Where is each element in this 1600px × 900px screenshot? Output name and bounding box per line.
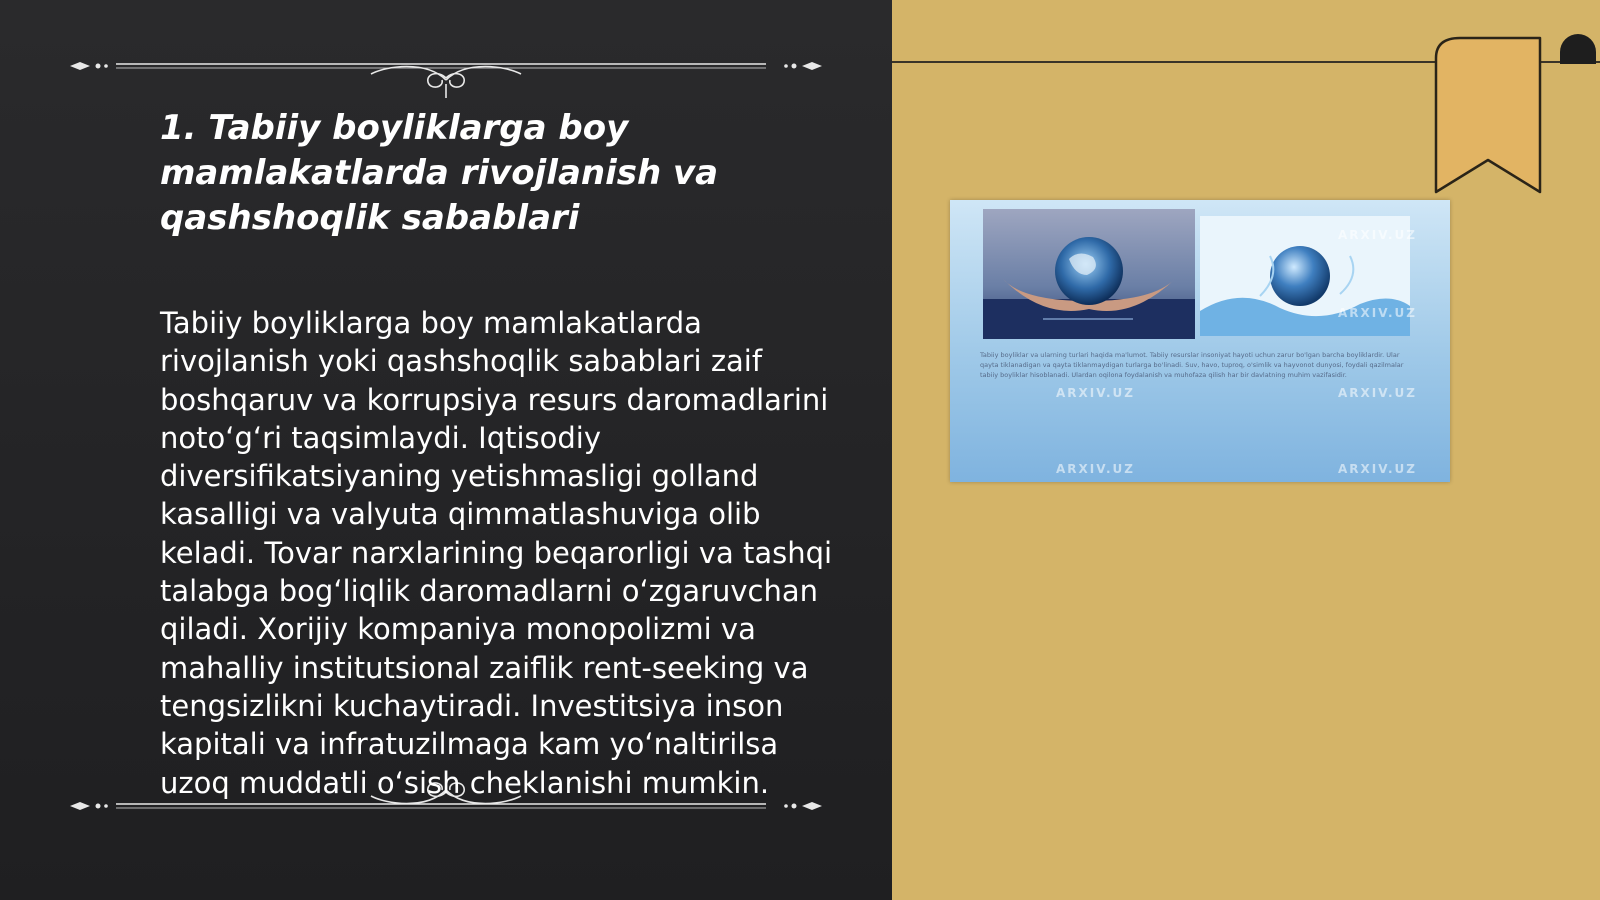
watermark: ARXIV.UZ bbox=[1056, 386, 1135, 400]
ornament-divider-icon bbox=[66, 40, 826, 100]
slide-title: 1. Tabiiy boyliklarga boy mamlakatlarda rivojlanish va qashshoqlik sabablari bbox=[160, 108, 719, 238]
globe-in-hands-icon bbox=[983, 209, 1195, 339]
watermark: ARXIV.UZ bbox=[1338, 462, 1417, 476]
bookmark-icon bbox=[1430, 34, 1600, 204]
watermark: ARXIV.UZ bbox=[1338, 386, 1417, 400]
picture-caption: Tabiiy boyliklar va ularning turlari haqida ma'lumot. Tabiiy resurslar insoniyat hayoti uchun zarur bo'lgan barcha boyliklardir. Ular qayta tiklanadigan va qayta tiklanmaydigan turlarga bo'linadi. Suv, havo, tuproq, o'simlik va hayvonot dunyosi, foydali qazilmalar tabiiy boyliklar hisoblanadi. Ulardan oqilona foydalanish va muhofaza qilish har bir davlatning muhim vazifasidir. bbox=[980, 351, 1404, 379]
watermark: ARXIV.UZ bbox=[1338, 228, 1417, 242]
watermark: ARXIV.UZ bbox=[1056, 462, 1135, 476]
watermark: ARXIV.UZ bbox=[1338, 306, 1417, 320]
slide-body-text: Tabiiy boyliklarga boy mamlakatlarda rivojlanish yoki qashshoqlik sabablari zaif boshqaruv va korrupsiya resurs daromadlarini noto‘g‘ri taqsimlaydi. Iqtisodiy diversifikatsiyaning yetishmasligi golland kasalligi va valyuta qimmatlashuviga olib keladi. Tovar narxlarining beqarorligi va tashqi talabga bog‘liqlik daromadlarni o‘zgaruvchan qiladi. Xorijiy kompaniya monopolizmi va mahalliy institutsional zaiflik rent-seeking va tengsizlikni kuchaytiradi. Investitsiya inson kapitali va infratuzilmaga kam yo‘naltirilsa uzoq muddatli o‘sish cheklanishi mumkin. bbox=[160, 306, 833, 800]
slide-picture bbox=[950, 200, 1450, 482]
